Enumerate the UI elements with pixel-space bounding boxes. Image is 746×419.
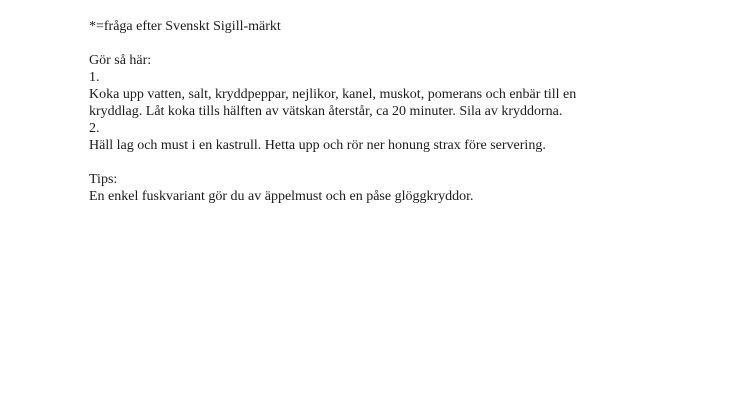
instructions-heading: Gör så här: xyxy=(89,53,152,68)
recipe-text xyxy=(89,18,649,205)
tips-heading: Tips: xyxy=(89,172,118,187)
step-text-line: Häll lag och must i en kastrull. Hetta upp och rör ner honung strax före servering. xyxy=(89,138,546,153)
step-number: 2. xyxy=(89,121,100,136)
step-number: 1. xyxy=(89,70,100,85)
sigill-note: *=fråga efter Svenskt Sigill-märkt xyxy=(89,19,281,34)
tips-text: En enkel fuskvariant gör du av äppelmust och en påse glöggkryddor. xyxy=(89,189,474,204)
step-text-line: kryddlag. Låt koka tills hälften av vätskan återstår, ca 20 minuter. Sila av kryddorna. xyxy=(89,104,563,119)
spacer xyxy=(89,35,649,52)
step-text-line: Koka upp vatten, salt, kryddpeppar, nejlikor, kanel, muskot, pomerans och enbär till en xyxy=(89,87,577,102)
spacer xyxy=(89,154,649,171)
